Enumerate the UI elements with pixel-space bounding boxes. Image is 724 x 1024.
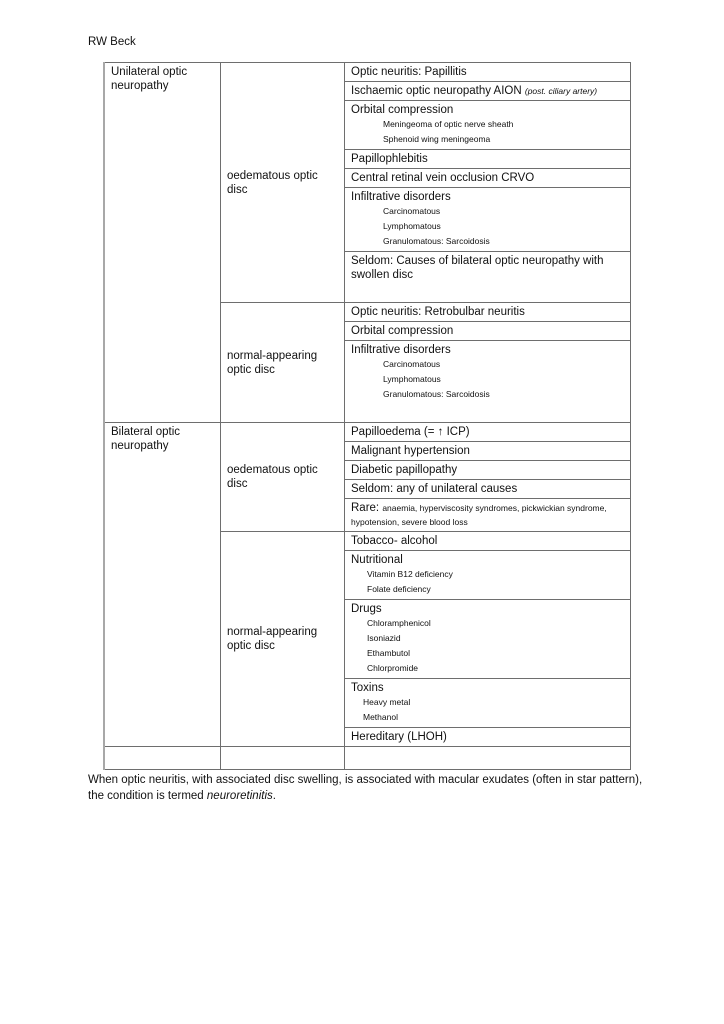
cause-subitem: Sphenoid wing meningeoma	[383, 134, 491, 144]
cause-item	[345, 169, 630, 188]
cause-item	[345, 679, 630, 728]
cause-item	[345, 63, 630, 82]
cause-title: Central retinal vein occlusion CRVO	[351, 172, 535, 184]
cause-title: Ischaemic optic neuropathy AION	[351, 85, 522, 97]
cause-title: Seldom: Causes of bilateral optic neuropathy with swollen disc	[351, 255, 604, 281]
cause-subitem: Methanol	[363, 712, 398, 722]
cause-item	[345, 82, 630, 101]
empty-table-row	[104, 747, 631, 770]
disc-type-cell	[221, 532, 345, 747]
table-row	[104, 423, 631, 532]
cause-item	[345, 600, 630, 679]
page-header-author: RW Beck	[88, 36, 136, 48]
empty-cell	[221, 747, 345, 770]
footnote-end: .	[272, 789, 276, 802]
cause-title: Diabetic papillopathy	[351, 464, 458, 476]
cause-subitem: Granulomatous: Sarcoidosis	[383, 389, 490, 399]
cause-subitem: Meningeoma of optic nerve sheath	[383, 119, 514, 129]
cause-subitem: Carcinomatous	[383, 359, 441, 369]
cause-subitem: Vitamin B12 deficiency	[367, 569, 453, 579]
cause-subitem: Chlorpromide	[367, 663, 419, 673]
category-label: Unilateral optic neuropathy	[111, 66, 188, 92]
cause-item	[345, 423, 630, 442]
cause-item	[345, 480, 630, 499]
cause-subitem: Lymphomatous	[383, 374, 441, 384]
cause-note: (post. ciliary artery)	[524, 86, 598, 96]
cause-title: Papilloedema (= ↑ ICP)	[351, 426, 470, 438]
cause-item	[345, 551, 630, 600]
cause-subitem: Ethambutol	[367, 648, 410, 658]
cause-title: Papillophlebitis	[351, 153, 428, 165]
cause-item	[345, 461, 630, 480]
cause-title: Orbital compression	[351, 104, 454, 116]
category-unilateral	[104, 63, 221, 423]
disc-type-label: oedematous optic disc	[227, 464, 318, 490]
cause-subitem: Carcinomatous	[383, 206, 441, 216]
cause-title: Seldom: any of unilateral causes	[351, 483, 518, 495]
cause-subitem: Lymphomatous	[383, 221, 441, 231]
cause-title: Orbital compression	[351, 325, 454, 337]
disc-type-label: oedematous optic disc	[227, 169, 318, 196]
empty-cell	[104, 747, 221, 770]
disc-type-label: normal-appearing optic disc	[227, 626, 318, 652]
empty-cell	[345, 747, 631, 770]
cause-item	[345, 341, 630, 422]
cause-title: Drugs	[351, 603, 382, 615]
optic-neuropathy-table	[103, 62, 631, 770]
cause-item	[345, 101, 630, 150]
cause-item	[345, 252, 630, 302]
causes-cell	[345, 303, 631, 423]
causes-cell	[345, 532, 631, 747]
cause-item	[345, 728, 630, 746]
cause-item	[345, 188, 630, 252]
cause-item	[345, 303, 630, 322]
cause-title: Rare:	[351, 502, 380, 514]
cause-subitem: Heavy metal	[363, 697, 411, 707]
cause-subitem: Isoniazid	[367, 633, 401, 643]
disc-type-cell	[221, 63, 345, 303]
cause-item	[345, 322, 630, 341]
category-bilateral	[104, 423, 221, 747]
cause-title: Infiltrative disorders	[351, 191, 451, 203]
cause-title: Infiltrative disorders	[351, 344, 451, 356]
category-label: Bilateral optic neuropathy	[111, 426, 181, 452]
cause-item	[345, 499, 630, 531]
cause-title: Malignant hypertension	[351, 445, 470, 457]
footnote-term: neuroretinitis	[206, 789, 273, 802]
cause-subitem: Folate deficiency	[367, 584, 431, 594]
cause-title: Hereditary (LHOH)	[351, 731, 447, 743]
cause-rare-text: anaemia, hyperviscosity syndromes, pickwickian syndrome, hypotension, severe blood loss	[351, 503, 607, 527]
footnote-paragraph	[88, 772, 648, 804]
table-row	[104, 63, 631, 303]
footnote-text: When optic neuritis, with associated disc swelling, is associated with macular exudates (often in star pattern), the condition is termed	[88, 773, 643, 802]
cause-item	[345, 442, 630, 461]
causes-cell	[345, 63, 631, 303]
cause-subitem: Chloramphenicol	[367, 618, 431, 628]
disc-type-cell	[221, 303, 345, 423]
disc-type-cell	[221, 423, 345, 532]
cause-title: Optic neuritis: Retrobulbar neuritis	[351, 306, 525, 318]
cause-title: Optic neuritis: Papillitis	[351, 66, 467, 78]
cause-title: Toxins	[351, 682, 384, 694]
causes-cell	[345, 423, 631, 532]
cause-item	[345, 150, 630, 169]
cause-title: Nutritional	[351, 554, 403, 566]
cause-subitem: Granulomatous: Sarcoidosis	[383, 236, 490, 246]
disc-type-label: normal-appearing optic disc	[227, 349, 318, 376]
cause-item	[345, 532, 630, 551]
cause-title: Tobacco- alcohol	[351, 535, 438, 547]
